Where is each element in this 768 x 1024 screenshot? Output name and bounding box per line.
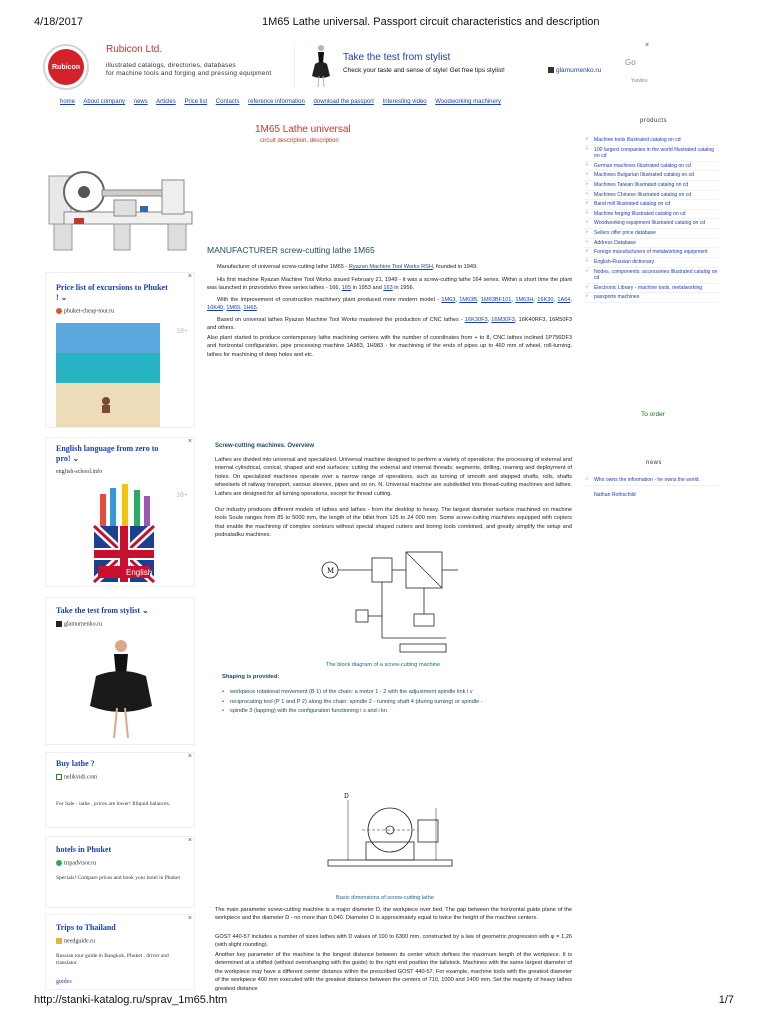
- ad-extra-link[interactable]: guides: [56, 979, 72, 985]
- favicon-icon: [548, 67, 554, 73]
- ad-title[interactable]: Buy lathe ?: [56, 759, 95, 768]
- ad-title[interactable]: English language from zero to: [56, 444, 159, 453]
- link-16k40[interactable]: 16K40: [207, 305, 224, 312]
- ad-title-text: Take the test from stylist: [56, 606, 140, 615]
- ad-domain[interactable]: [56, 774, 97, 780]
- fashion-model-image: [309, 42, 333, 88]
- top-ad-go-button[interactable]: Go: [625, 58, 636, 67]
- ad-close-icon[interactable]: ×: [187, 438, 192, 445]
- top-ad-domain[interactable]: [548, 67, 601, 74]
- product-link[interactable]: › Band mill Illustrated catalog on cd: [584, 200, 719, 210]
- print-title: 1M65 Lathe universal. Passport circuit characteristics and description: [262, 16, 600, 28]
- news-link[interactable]: › Who owns the information - he owns the world.: [584, 476, 719, 486]
- overview-paragraph-5: Another key parameter of the machine is the longest distance between its center which defines the maximum length of the workpiece. It is determined at a shifted (without overshanging with the guide) to the right end position the tailstock. Machines with the same largest diameter of the workpiece may have a different center distance within the prescribed GOST 440-57. For example, machine tools with the greatest diameter of the workpiece 400 mm executed with the greatest distance between the centers of 710, 1000 and 1400 mm. Set the majority of heavy lathes greatest distance: [215, 952, 572, 991]
- overview-paragraph-1: Lathes are divided into universal and specialized. Universal machine designed to perform a variety of operations: the processing of external and internal cylindrical, conical, shaped and end surfaces; cutting the external and internal threads; segments, drilling, reaming and deployment of holes. On specialized machines operate over a narrow range of operations, such as turning of smooth and stepped shafts, rolls, shafts wheelsets of railway transport, various sleeves, pipes and so on. N. Universal machine are subdivided into thread-cutting machines and lathes. Lathes are designed for all turning operations, except for thread cutting.: [215, 457, 572, 497]
- manufacturer-paragraph-2: [207, 276, 572, 293]
- ad-text: Specials! Compare prices and book your hotel in Phuket: [56, 875, 181, 881]
- ad-title[interactable]: [56, 606, 149, 615]
- p1-text: Manufacturer of universal screw-cutting lathe 1M65 -: [217, 264, 348, 270]
- product-link[interactable]: › passports machines: [584, 293, 719, 303]
- ad-text: Russian tour guide in Bangkok, Phuket , driver and translator.: [56, 953, 169, 967]
- manufacturer-heading: MANUFACTURER screw-cutting lathe 1M65: [207, 245, 375, 255]
- brand-desc-line-1: illustrated catalogs, directories, databases: [106, 62, 236, 69]
- top-ad-source: Yandex: [631, 78, 648, 84]
- link-1m63[interactable]: 1M63: [441, 297, 456, 303]
- product-link[interactable]: › Machine forging Illustrated catalog on cd: [584, 210, 719, 220]
- news-author: Nathan Rothschild: [594, 491, 636, 498]
- page-subtitle: circuit description, description: [260, 138, 339, 144]
- ad-title-cont: [56, 454, 79, 463]
- link-1h65[interactable]: 1H65: [243, 305, 257, 312]
- ad-age-label: 18+: [176, 328, 188, 335]
- overview-paragraph-4: GOST 440-57 includes a number of sizes lathes with D values of 100 to 6300 mm, constructed by a law of geometric progression with φ = 1,26 (with slight rounding).: [215, 934, 572, 949]
- page-title: 1M65 Lathe universal: [255, 124, 351, 135]
- ad-phuket-excursions[interactable]: [45, 272, 195, 428]
- product-link[interactable]: › Nodes, components, accessories Illustrated catalog on cd: [584, 268, 719, 284]
- block-diagram-caption: The block diagram of a screw-cutting machine: [326, 662, 441, 668]
- link-1m63bf101[interactable]: 1M63BF101: [480, 297, 512, 303]
- ad-close-icon[interactable]: ×: [187, 837, 192, 844]
- ad-domain[interactable]: [56, 308, 114, 314]
- rubicon-logo[interactable]: [43, 44, 89, 90]
- print-date: 4/18/2017: [34, 16, 83, 28]
- nav-video[interactable]: Interesting video: [382, 99, 427, 105]
- ad-domain[interactable]: [56, 621, 102, 627]
- favicon-icon: [56, 621, 62, 627]
- ad-close-icon[interactable]: ×: [187, 915, 192, 922]
- shaping-label: Shaping is provided:: [222, 674, 280, 680]
- manufacturer-paragraph-4: Based on universal lathes Ryazan Machine Tool Works mastered the production of CNC lathes - 16K30F3, 16M30F3, 16K40RF3, 16R50F3 and others.: [207, 317, 572, 332]
- p4-tail: 16K40RF3, 16R50F3 and others.: [207, 317, 572, 332]
- ad-domain[interactable]: english-school.info: [56, 469, 103, 475]
- link-165[interactable]: 165: [341, 285, 351, 292]
- news-list: [584, 476, 719, 498]
- ad-domain[interactable]: [56, 860, 96, 866]
- manufacturer-paragraph-1: [207, 263, 572, 271]
- product-link[interactable]: › 100 largest companies in the world Illustrated catalog on cd: [584, 146, 719, 162]
- svg-text:M: M: [327, 567, 335, 575]
- ad-text: For Sale - lathe , prices are lower! Illiquid balances.: [56, 801, 171, 807]
- nav-reference[interactable]: reference information: [248, 99, 305, 105]
- chevron-down-icon: ⌄: [142, 606, 149, 615]
- ad-domain-text: glamurnenko.ru: [64, 621, 103, 628]
- lathe-dimensions-figure: [318, 790, 462, 876]
- products-list: [584, 136, 719, 303]
- link-163[interactable]: 163: [383, 285, 393, 292]
- ad-title-line2: pro!: [56, 454, 71, 463]
- top-ad-text: Check your taste and sense of style! Get free tips stylist!: [343, 67, 505, 74]
- ad-domain-text: needguide.ru: [64, 938, 96, 945]
- p2-mid: in 1953 and: [352, 285, 382, 292]
- logo-text: Rubicon: [48, 49, 84, 85]
- ad-domain-text: nelikvidi.com: [64, 774, 98, 781]
- link-16k30[interactable]: 16K30: [537, 297, 554, 303]
- favicon-icon: [56, 860, 62, 866]
- chevron-down-icon: ⌄: [72, 454, 80, 463]
- product-link[interactable]: › Machines Bulgarian Illustrated catalog on cd: [584, 171, 719, 181]
- top-ad-title[interactable]: Take the test from stylist: [343, 52, 451, 63]
- product-link[interactable]: › Woodworking equipment Illustrated catalog on cd: [584, 219, 719, 229]
- link-1m65[interactable]: 1M65: [226, 305, 241, 312]
- ad-title-line2: !: [56, 293, 59, 302]
- nav-download-passport[interactable]: download the passport: [313, 99, 374, 105]
- bullet-item: • workpiece rotational movement (B 1) of the chain: a motor 1 - 2 with the adjustment spindle link i v: [222, 688, 572, 698]
- ryazan-link[interactable]: Ryazan Machine Tool Works RSH: [348, 264, 433, 270]
- ad-domain[interactable]: [56, 938, 95, 944]
- nav-articles[interactable]: Articles: [156, 99, 176, 105]
- product-link[interactable]: › German machines Illustrated catalog on cd: [584, 162, 719, 172]
- ad-trips-thailand[interactable]: [45, 914, 195, 990]
- brand-desc-line-2: for machine tools and forging and pressing equipment: [106, 70, 272, 78]
- product-link[interactable]: › Machines Taiwan Illustrated catalog on cd: [584, 181, 719, 191]
- english-label: English: [126, 568, 153, 577]
- nav-about[interactable]: About company: [83, 99, 126, 105]
- manufacturer-paragraph-3: With the improvement of construction machinery plant produced more modern model - 1M63, 1M63B, 1M63BF101, 1M63H, 16K30, 1A64, 16K40, 1M65, 1H65.: [207, 297, 573, 312]
- p3-text: With the improvement of construction machinery plant produced more modern model -: [217, 297, 440, 303]
- product-link[interactable]: › Machine tools Illustrated catalog on cd: [584, 136, 719, 146]
- product-link[interactable]: › Electronic Library - machine tools, metalworking: [584, 284, 719, 294]
- ad-title[interactable]: hotels in Phuket: [56, 845, 112, 854]
- ad-domain-text: phuket-cheap-tour.ru: [64, 308, 115, 315]
- ad-close-icon[interactable]: ×: [187, 273, 192, 280]
- brand-name: Rubicon Ltd.: [106, 44, 163, 55]
- p2-text: His first machine Ryazan Machine Tool Works issued February 21, 1949 - it was a screw-cutting lathe 164 series. Within a short time the plant was launched in prizvodstvo three series lathes - 166,: [207, 277, 572, 292]
- p2-post: in 1956.: [394, 285, 415, 292]
- ad-buy-lathe[interactable]: [45, 752, 195, 828]
- to-order-link[interactable]: To order: [641, 411, 665, 418]
- product-link[interactable]: › English-Russian dictionary: [584, 258, 719, 268]
- top-ad-domain-text: glamurnenko.ru: [556, 67, 602, 74]
- ad-title[interactable]: Trips to Thailand: [56, 923, 116, 932]
- ad-domain-text: tripadvisor.ru: [64, 860, 97, 867]
- overview-paragraph-2: Our industry produces different models of lathes and lathes - from the desktop to heavy. The largest diameter surface machined on machine tools Soule ranges from 85 to 5000 mm, the length of the billet from 125 to 24 000 mm. Some screw-cutting machines equipped with copiers that enable the machining of complex contours without special shaped cutters and boring tools combined, and greatly simplify the setup and podnaladku machines.: [215, 507, 572, 539]
- products-heading: products: [640, 118, 668, 124]
- news-heading: news: [646, 460, 663, 466]
- beach-photo: [56, 323, 160, 427]
- link-1m63h[interactable]: 1M63H: [515, 297, 534, 303]
- block-diagram-figure: [316, 544, 466, 658]
- favicon-icon: [56, 308, 62, 314]
- ad-hotels-phuket[interactable]: [45, 836, 195, 908]
- product-link[interactable]: › Sellers offer price database: [584, 229, 719, 239]
- chevron-down-icon: ⌄: [60, 293, 68, 302]
- top-ad-close-icon[interactable]: ×: [645, 42, 650, 49]
- bullet-item: • spindle 3 (lapping) with the configuration functioning i s and i kn: [222, 707, 572, 717]
- product-link[interactable]: › Foreign manufacturers of metalworking equipment: [584, 248, 719, 258]
- shaping-bullets: [222, 688, 572, 717]
- link-16m30f3[interactable]: 16M30F3: [491, 317, 515, 323]
- ad-age-label: 18+: [176, 492, 188, 499]
- brand-description: [106, 62, 296, 79]
- ad-title[interactable]: Price list of excursions to Phuket: [56, 283, 168, 292]
- p4-text: Based on universal lathes Ryazan Machine Tool Works mastered the production of CNC lathes -: [217, 317, 463, 323]
- ad-title-cont: [56, 293, 67, 302]
- nav-news[interactable]: news: [133, 99, 148, 105]
- main-navigation: [60, 99, 508, 105]
- nav-contacts[interactable]: Contacts: [215, 99, 240, 105]
- dimensions-caption: Basic dimensions of screw-cutting lathe: [336, 895, 434, 901]
- nav-home[interactable]: home: [60, 99, 76, 105]
- link-1m63b[interactable]: 1M63B: [459, 297, 478, 303]
- lathe-photo: [44, 158, 196, 262]
- english-bag-image: [74, 480, 174, 584]
- ad-stylist-test[interactable]: [45, 597, 195, 745]
- p1-post: , founded in 1949.: [432, 264, 478, 270]
- favicon-icon: [56, 938, 62, 944]
- ad-english-school[interactable]: [45, 437, 195, 587]
- overview-paragraph-3: The main parameter screw-cutting machine is a major diameter D, the workpiece over bed. The gap between the horizontal guide plane of the workpiece and the diameter D - no more than 0,040. Diameter D is approximately equal to twice the height of the machine centers.: [215, 907, 572, 922]
- link-1a64[interactable]: 1A64: [557, 297, 571, 303]
- link-16k30f3[interactable]: 16K30F3: [464, 317, 488, 323]
- nav-price-list[interactable]: Price list: [184, 99, 208, 105]
- favicon-icon: [56, 774, 62, 780]
- ad-close-icon[interactable]: ×: [187, 753, 192, 760]
- product-link[interactable]: › Machines Chinese Illustrated catalog on cd: [584, 191, 719, 201]
- bullet-item: • reciprocating tool (P 1 and P 2) along the chain: spindle 2 - running shaft 4 (during turning) or spindle -: [222, 698, 572, 708]
- print-page-number: 1/7: [718, 994, 734, 1006]
- fashion-dress-image: [86, 636, 156, 740]
- product-link[interactable]: › Address Database: [584, 239, 719, 249]
- nav-woodworking[interactable]: Woodworking machinery: [435, 99, 501, 105]
- print-url: http://stanki-katalog.ru/sprav_1m65.htm: [34, 994, 228, 1006]
- svg-text:D: D: [344, 793, 349, 800]
- top-advertisement[interactable]: [294, 42, 654, 88]
- manufacturer-paragraph-5: Also plant started to produce contemporary lathe machining centers with the number of coordinates from + to 8, CNC lathes inclined 1P756DF3 and horizontal configuration, pipe processing machine 1A983, 1H983 - for machining of the ends of pipes up to 460 mm of wheel, roll-turning, lathes for machining of deep holes and etc.: [207, 335, 572, 358]
- overview-title: Screw-cutting machines. Overview: [215, 443, 315, 449]
